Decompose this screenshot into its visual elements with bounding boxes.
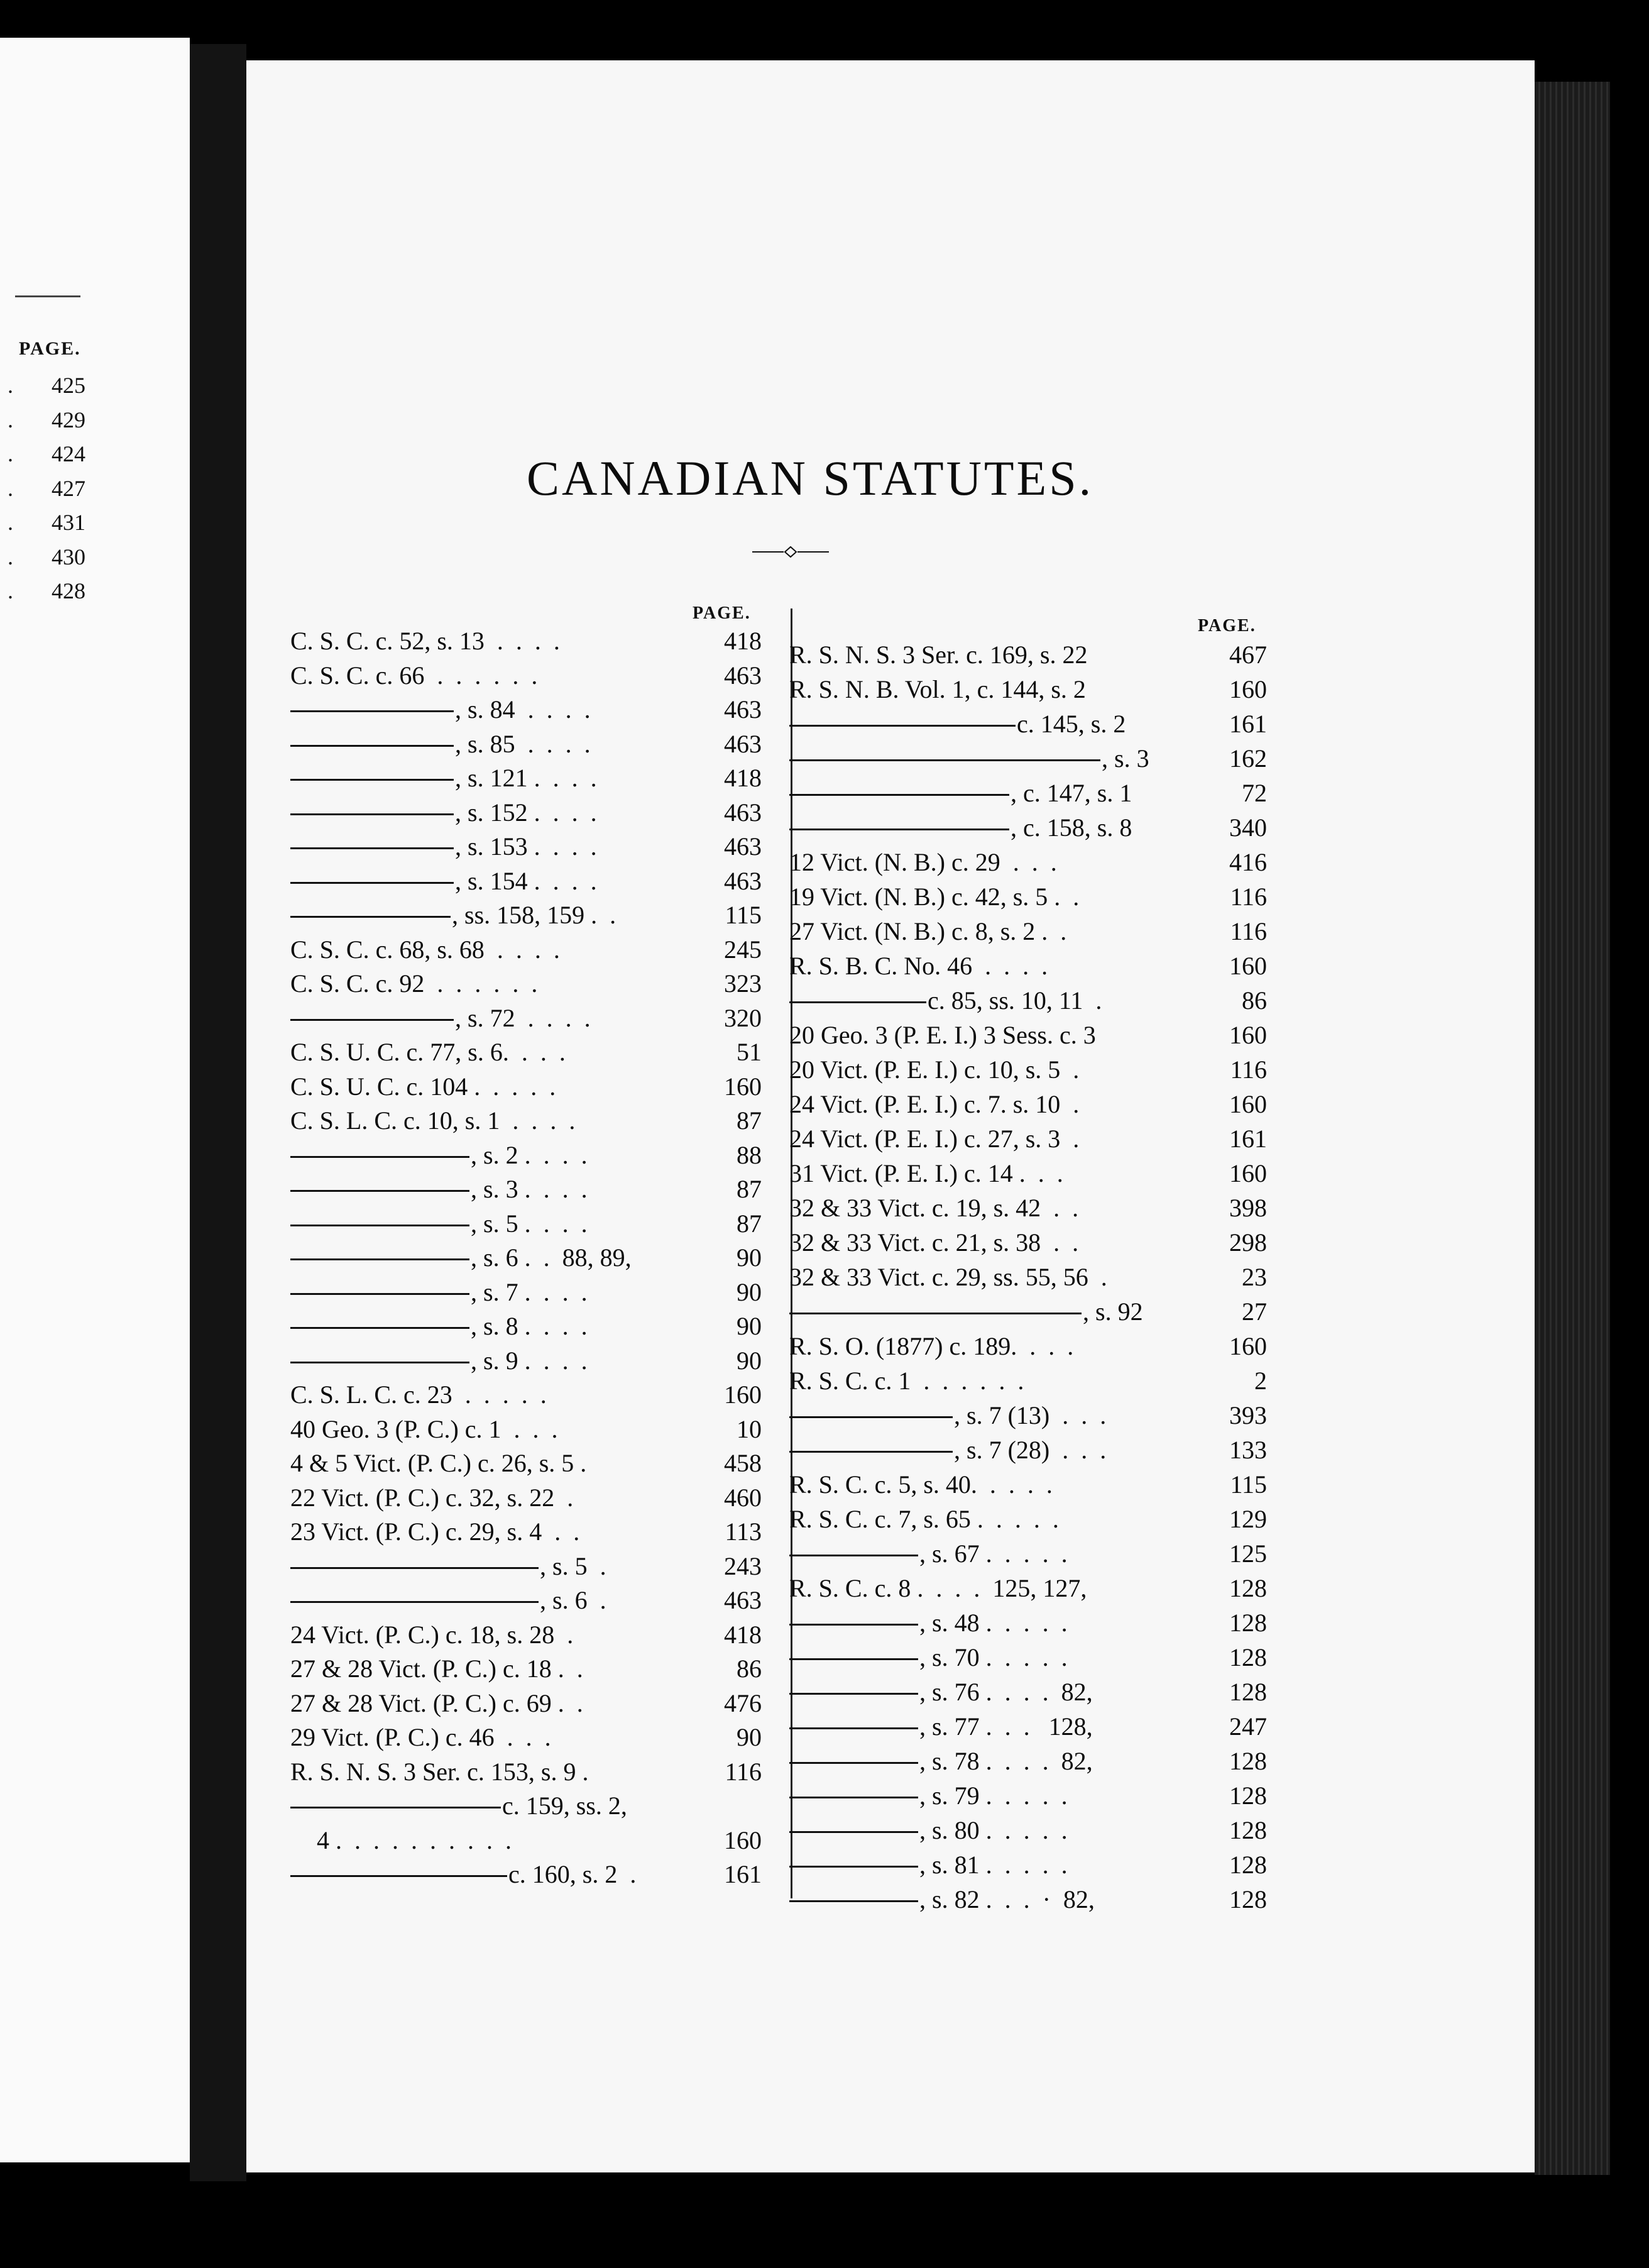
index-entry [789,1435,1267,1469]
entry-citation: 4 & 5 Vict. (P. C.) c. 26, s. 5 . [290,1449,587,1477]
ditto-dash [290,779,454,781]
index-entry [789,1573,1267,1607]
entry-page-number: 298 [1229,1228,1267,1257]
index-entry [789,1643,1267,1676]
ditto-dash [290,745,454,747]
left-column-page-header: PAGE. [693,603,751,623]
index-entry [789,1124,1267,1158]
entry-citation: , s. 6 . . 88, 89, [471,1243,632,1272]
leader-dot: . [8,373,13,398]
leader-dot: . [8,441,13,466]
index-entry [290,935,762,969]
entry-page-number: 86 [737,1654,762,1683]
entry-page-number: 393 [1229,1401,1267,1429]
index-entry [290,866,762,900]
page-edges [1535,82,1610,2175]
entry-citation: 27 & 28 Vict. (P. C.) c. 69 . . [290,1688,583,1717]
entry-citation: , s. 82 . . . · 82, [919,1885,1095,1913]
entry-citation: , s. 9 . . . . [471,1346,588,1375]
entry-page-number: 160 [1229,1021,1267,1049]
entry-citation: 24 Vict. (P. E. I.) c. 27, s. 3 . [789,1125,1080,1153]
entry-page-number: 161 [1229,710,1267,738]
index-entry [789,640,1267,674]
entry-citation: c. 145, s. 2 [1017,710,1126,738]
ditto-dash [789,1900,918,1902]
left-page-row [8,578,85,609]
entry-citation: 19 Vict. (N. B.) c. 42, s. 5 . . [789,883,1080,911]
entry-page-number: 27 [1242,1297,1267,1326]
ditto-dash [789,1416,953,1418]
entry-citation: , ss. 158, 159 . . [452,901,616,929]
ditto-dash [290,1807,501,1808]
index-entry [290,1346,762,1380]
entry-page-number: 320 [724,1003,762,1032]
entry-page-number: 161 [724,1860,762,1888]
entry-citation: , s. 7 (28) . . . [954,1436,1107,1464]
left-page-row [8,475,85,507]
entry-citation: R. S. C. c. 8 . . . . 125, 127, [789,1574,1087,1602]
left-page-row [8,407,85,438]
ditto-dash [290,1225,469,1226]
ditto-dash [789,1313,1082,1314]
index-entry [789,1781,1267,1815]
leader-dot: . [8,407,13,432]
ditto-dash [789,759,1100,761]
entry-page-number: 23 [1242,1263,1267,1291]
entry-page-number: 460 [724,1483,762,1512]
entry-page-number: 458 [724,1449,762,1477]
index-entry [290,1209,762,1243]
index-entry [789,882,1267,916]
ditto-dash [789,1866,918,1868]
ditto-dash [290,710,454,712]
entry-citation: , s. 3 . . . . [471,1175,588,1203]
entry-page-number: 245 [724,935,762,964]
ditto-dash [789,1451,953,1453]
entry-page-number: 116 [725,1757,762,1786]
entry-citation: 22 Vict. (P. C.) c. 32, s. 22 . [290,1483,574,1512]
entry-citation: , s. 72 . . . . [455,1003,591,1032]
index-entry [789,1366,1267,1400]
index-entry [290,832,762,866]
entry-citation: C. S. C. c. 68, s. 68 . . . . [290,935,560,964]
index-entry [290,1072,762,1106]
index-entry [290,695,762,729]
entry-citation: 20 Vict. (P. E. I.) c. 10, s. 5 . [789,1055,1080,1084]
entry-page-number: 463 [724,832,762,861]
entry-citation: , s. 153 . . . . [455,832,597,861]
entry-citation: , s. 152 . . . . [455,798,597,827]
ditto-dash [290,1327,469,1329]
entry-page-number: 128 [1229,1609,1267,1637]
entry-page-number: 340 [1229,813,1267,842]
entry-page-number: 128 [1229,1574,1267,1602]
index-entry [290,1688,762,1722]
ditto-dash [789,1658,918,1660]
index-entry [789,744,1267,778]
entry-page-number: 90 [737,1243,762,1272]
entry-page-number: 463 [724,798,762,827]
ditto-dash [789,1727,918,1729]
entry-citation: , s. 2 . . . . [471,1140,588,1169]
entry-citation: , s. 7 (13) . . . [954,1401,1107,1429]
index-entry [290,1448,762,1482]
entry-page-number: 463 [724,661,762,690]
index-entry [290,1243,762,1277]
index-entry [789,1850,1267,1884]
entry-page-number: 86 [1242,986,1267,1015]
entry-page-number: 160 [724,1380,762,1409]
entry-citation: R. S. C. c. 7, s. 65 . . . . . [789,1505,1059,1533]
index-entry [789,847,1267,881]
entry-citation: , c. 147, s. 1 [1011,779,1132,807]
index-entry [789,709,1267,743]
index-entry [789,813,1267,847]
index-entry [789,1159,1267,1192]
index-entry [290,900,762,934]
ditto-dash [789,794,1009,796]
page-number: 428 [52,578,85,603]
entry-citation: , s. 6 . [540,1586,606,1614]
entry-citation: C. S. C. c. 92 . . . . . . [290,969,538,998]
ditto-dash [290,1019,454,1021]
leader-dot: . [8,510,13,535]
entry-page-number: 125 [1229,1539,1267,1568]
index-entry [290,1140,762,1174]
entry-page-number: 463 [724,1586,762,1614]
page-number: 425 [52,373,85,398]
entry-citation: , s. 154 . . . . [455,866,597,895]
index-entry [789,951,1267,985]
entry-citation: , s. 67 . . . . . [919,1539,1068,1568]
index-entry [789,1815,1267,1849]
index-entry [290,1722,762,1756]
entry-page-number: 160 [1229,952,1267,980]
entry-citation: 32 & 33 Vict. c. 19, s. 42 . . [789,1194,1079,1222]
entry-page-number: 115 [1230,1470,1267,1499]
entry-citation: , s. 48 . . . . . [919,1609,1068,1637]
title-ornament [752,544,829,559]
index-entry [290,661,762,695]
entry-page-number: 128 [1229,1816,1267,1844]
leader-dot: . [8,544,13,570]
ditto-dash [290,813,454,815]
ditto-dash [789,828,1009,830]
ditto-dash [789,1693,918,1695]
entry-citation: 27 & 28 Vict. (P. C.) c. 18 . . [290,1654,583,1683]
ditto-dash [789,1555,918,1556]
entry-citation: 23 Vict. (P. C.) c. 29, s. 4 . . [290,1517,580,1546]
book-binding [190,44,246,2181]
entry-page-number: 133 [1229,1436,1267,1464]
entry-citation: R. S. O. (1877) c. 189. . . . [789,1332,1074,1360]
ditto-dash [789,1797,918,1798]
index-entry [789,674,1267,708]
index-entry [789,778,1267,812]
entry-page-number: 418 [724,764,762,792]
entry-page-number: 10 [737,1414,762,1443]
index-entry [290,1483,762,1517]
entry-page-number: 116 [1230,883,1267,911]
index-entry [789,1504,1267,1538]
entry-page-number: 128 [1229,1678,1267,1706]
entry-citation: R. S. N. S. 3 Ser. c. 153, s. 9 . [290,1757,589,1786]
ditto-dash [290,1293,469,1295]
entry-citation: , s. 84 . . . . [455,695,591,724]
entry-citation: R. S. B. C. No. 46 . . . . [789,952,1048,980]
index-entry [290,1791,762,1825]
left-page-row [8,441,85,472]
ditto-dash [290,1567,539,1569]
ditto-dash [290,916,451,918]
entry-citation: C. S. L. C. c. 10, s. 1 . . . . [290,1106,576,1135]
entry-citation: , s. 81 . . . . . [919,1851,1068,1879]
page-number: 430 [52,544,85,570]
page-number: 424 [52,441,85,466]
page-title: CANADIAN STATUTES. [527,451,1094,505]
entry-citation: C. S. U. C. c. 77, s. 6. . . . [290,1038,566,1066]
entry-page-number: 161 [1229,1125,1267,1153]
ditto-dash [290,1362,469,1363]
entry-citation: c. 160, s. 2 . [508,1860,637,1888]
entry-page-number: 418 [724,627,762,655]
index-entry [290,1620,762,1654]
ditto-dash [290,847,454,849]
index-entry [789,1297,1267,1331]
entry-page-number: 128 [1229,1781,1267,1810]
ditto-dash [789,1001,926,1003]
right-column-page-header: PAGE. [1198,616,1256,636]
entry-citation: R. S. C. c. 5, s. 40. . . . . [789,1470,1053,1499]
index-entry [789,1608,1267,1642]
left-page-row [8,509,85,541]
entry-page-number: 87 [737,1106,762,1135]
entry-citation: 24 Vict. (P. C.) c. 18, s. 28 . [290,1620,574,1649]
left-page-row [8,372,85,404]
entry-citation: C. S. C. c. 66 . . . . . . [290,661,538,690]
entry-page-number: 116 [1230,917,1267,945]
index-entry [789,1401,1267,1434]
entry-citation: R. S. C. c. 1 . . . . . . [789,1367,1024,1395]
ditto-dash [290,882,454,884]
entry-page-number: 160 [724,1825,762,1854]
entry-citation: , s. 7 . . . . [471,1277,588,1306]
entry-page-number: 463 [724,695,762,724]
index-entry [789,1470,1267,1504]
entry-citation: R. S. N. S. 3 Ser. c. 169, s. 22 [789,641,1088,669]
index-entry [789,1539,1267,1573]
index-entry [789,1262,1267,1296]
index-entry [290,1825,762,1859]
entry-page-number: 87 [737,1175,762,1203]
entry-citation: 32 & 33 Vict. c. 21, s. 38 . . [789,1228,1079,1257]
entry-page-number: 162 [1229,744,1267,773]
entry-page-number: 128 [1229,1747,1267,1775]
index-entry [290,729,762,763]
entry-citation: , c. 158, s. 8 [1011,813,1132,842]
index-entry [290,1414,762,1448]
index-entry [789,1712,1267,1746]
entry-page-number: 463 [724,866,762,895]
entry-citation: , s. 76 . . . . 82, [919,1678,1093,1706]
entry-citation: 40 Geo. 3 (P. C.) c. 1 . . . [290,1414,558,1443]
index-entry [789,1020,1267,1054]
entry-citation: , s. 77 . . . 128, [919,1712,1093,1741]
index-entry [290,1106,762,1140]
left-page-row [8,544,85,575]
entry-page-number: 87 [737,1209,762,1238]
index-entry [290,1277,762,1311]
left-page-rule [15,295,80,297]
entry-citation: C. S. L. C. c. 23 . . . . . [290,1380,547,1409]
entry-citation: R. S. N. B. Vol. 1, c. 144, s. 2 [789,675,1086,703]
entry-citation: 24 Vict. (P. E. I.) c. 7. s. 10 . [789,1090,1080,1118]
index-entry [290,1654,762,1688]
entry-page-number: 2 [1254,1367,1267,1395]
entry-page-number: 476 [724,1688,762,1717]
entry-citation: , s. 121 . . . . [455,764,597,792]
entry-page-number: 72 [1242,779,1267,807]
entry-page-number: 113 [725,1517,762,1546]
index-entry [290,1551,762,1585]
entry-page-number: 247 [1229,1712,1267,1741]
entry-page-number: 463 [724,729,762,758]
entry-page-number: 323 [724,969,762,998]
entry-page-number: 160 [724,1072,762,1101]
entry-citation: , s. 70 . . . . . [919,1643,1068,1671]
ditto-dash [290,1601,539,1603]
entry-page-number: 160 [1229,1090,1267,1118]
index-entry [789,1885,1267,1918]
index-entry [789,1193,1267,1227]
ditto-dash [290,1875,507,1877]
leader-dot: . [8,475,13,501]
entry-citation: , s. 3 [1102,744,1149,773]
entry-page-number: 160 [1229,1159,1267,1187]
entry-page-number: 128 [1229,1851,1267,1879]
entry-citation: C. S. U. C. c. 104 . . . . . [290,1072,556,1101]
entry-citation: 4 . . . . . . . . . . [317,1825,512,1854]
entry-citation: 12 Vict. (N. B.) c. 29 . . . [789,848,1057,876]
entry-page-number: 467 [1229,641,1267,669]
entry-page-number: 160 [1229,675,1267,703]
entry-page-number: 416 [1229,848,1267,876]
entry-citation: 27 Vict. (N. B.) c. 8, s. 2 . . [789,917,1067,945]
page-number: 427 [52,475,85,501]
index-entry [789,1089,1267,1123]
index-entry [290,1585,762,1619]
entry-citation: c. 85, ss. 10, 11 . [928,986,1102,1015]
entry-page-number: 418 [724,1620,762,1649]
entry-citation: 29 Vict. (P. C.) c. 46 . . . [290,1723,551,1751]
entry-citation: , s. 5 . . . . [471,1209,588,1238]
index-entry [290,798,762,832]
entry-page-number: 90 [737,1312,762,1340]
index-entry [290,1757,762,1791]
index-entry [789,1055,1267,1089]
leader-dot: . [8,578,13,603]
entry-page-number: 128 [1229,1885,1267,1913]
entry-page-number: 129 [1229,1505,1267,1533]
entry-citation: , s. 85 . . . . [455,729,591,758]
entry-page-number: 243 [724,1551,762,1580]
entry-citation: , s. 8 . . . . [471,1312,588,1340]
entry-citation: 32 & 33 Vict. c. 29, ss. 55, 56 . [789,1263,1107,1291]
previous-page [0,38,190,2162]
entry-page-number: 51 [737,1038,762,1066]
entry-citation: 20 Geo. 3 (P. E. I.) 3 Sess. c. 3 [789,1021,1096,1049]
ditto-dash [290,1190,469,1192]
entry-page-number: 88 [737,1140,762,1169]
ditto-dash [290,1258,469,1260]
entry-citation: c. 159, ss. 2, [502,1792,627,1820]
index-entry [290,1859,762,1893]
left-page-page-header: PAGE. [19,338,81,359]
index-entry [789,917,1267,950]
index-entry [789,1677,1267,1711]
entry-page-number: 116 [1230,1055,1267,1084]
index-entry [290,1174,762,1208]
index-entry [789,1228,1267,1262]
index-entry [789,986,1267,1020]
index-entry [789,1746,1267,1780]
ditto-dash [789,1762,918,1764]
entry-page-number: 160 [1229,1332,1267,1360]
entry-citation: , s. 80 . . . . . [919,1816,1068,1844]
index-entry [290,1380,762,1414]
index-entry [290,626,762,660]
index-entry [290,969,762,1003]
entry-page-number: 398 [1229,1194,1267,1222]
entry-citation: 31 Vict. (P. E. I.) c. 14 . . . [789,1159,1063,1187]
ditto-dash [789,725,1016,727]
index-entry [290,1311,762,1345]
ditto-dash [789,1624,918,1626]
index-entry [290,1003,762,1037]
ditto-dash [789,1831,918,1833]
entry-citation: , s. 5 . [540,1551,606,1580]
index-entry [290,1517,762,1551]
entry-citation: , s. 79 . . . . . [919,1781,1068,1810]
entry-citation: , s. 78 . . . . 82, [919,1747,1093,1775]
entry-citation: C. S. C. c. 52, s. 13 . . . . [290,627,560,655]
index-entry [290,1037,762,1071]
page-number: 431 [52,510,85,535]
index-entry [290,763,762,797]
entry-page-number: 128 [1229,1643,1267,1671]
index-entry [789,1331,1267,1365]
entry-citation: , s. 92 [1083,1297,1143,1326]
entry-page-number: 90 [737,1723,762,1751]
entry-page-number: 90 [737,1277,762,1306]
entry-page-number: 90 [737,1346,762,1375]
entry-page-number: 115 [725,901,762,929]
page-number: 429 [52,407,85,432]
ditto-dash [290,1156,469,1158]
